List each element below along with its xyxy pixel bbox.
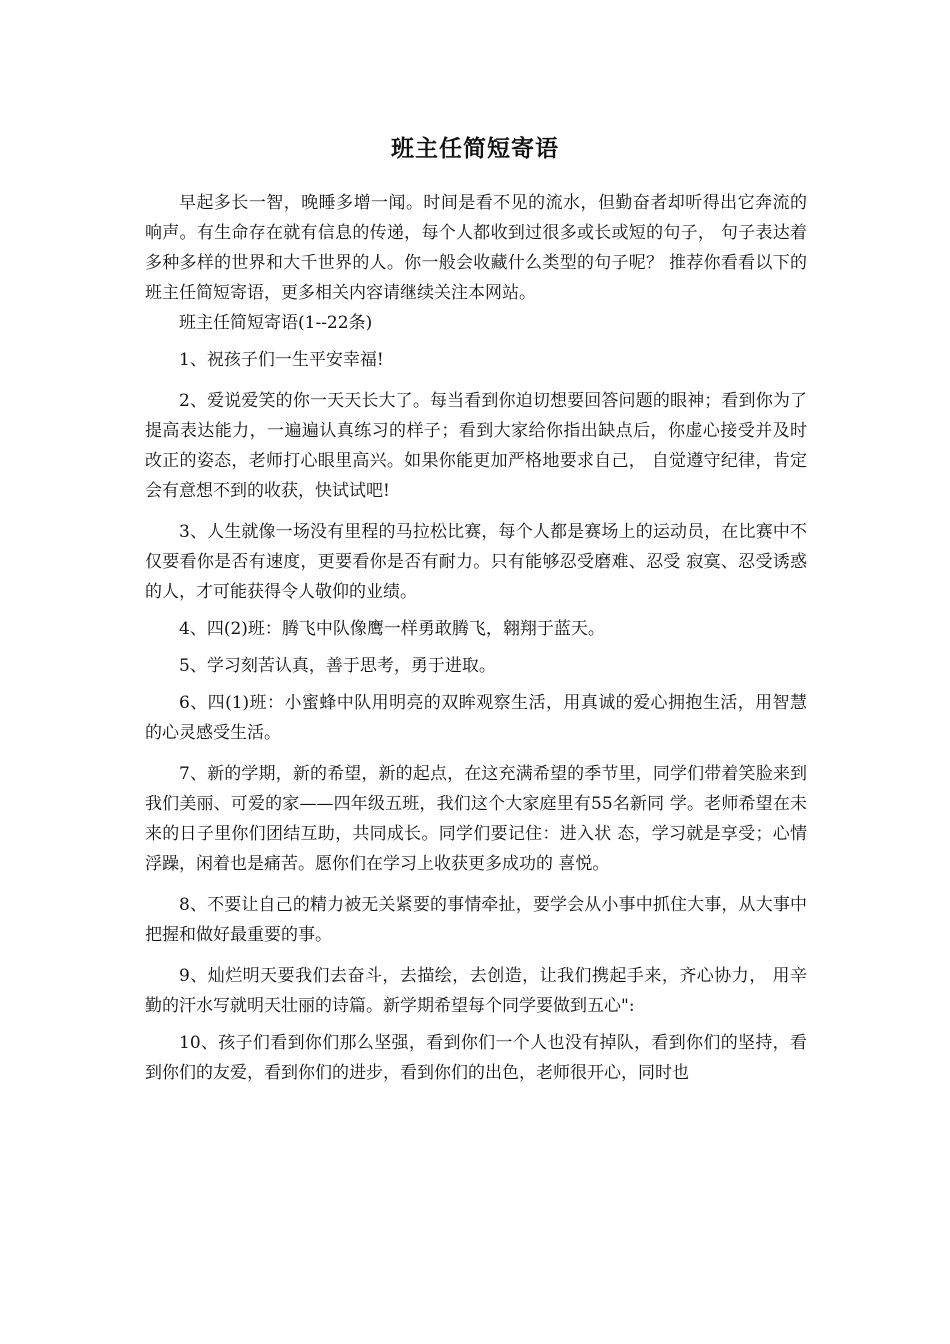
list-item: 10、孩子们看到你们那么坚强，看到你们一个人也没有掉队，看到你们的坚持，看到你们的友爱，看到你们的进步，看到你们的出色，老师很开心，同时也 <box>145 1033 807 1083</box>
list-item: 2、爱说爱笑的你一天天长大了。每当看到你迫切想要回答问题的眼神；看到你为了提高表达能力，一遍遍认真练习的样子；看到大家给你指出缺点后，你虚心接受并及时改正的姿态，老师打心眼里高兴。如果你能更加严格地要求自己， 自觉遵守纪律，肯定会有意想不到的收获，快试试吧! <box>145 391 807 501</box>
list-item: 4、四(2)班：腾飞中队像鹰一样勇敢腾飞，翱翔于蓝天。 <box>179 619 605 639</box>
list-item: 3、人生就像一场没有里程的马拉松比赛，每个人都是赛场上的运动员，在比赛中不仅要看你是否有速度，更要看你是否有耐力。只有能够忍受磨难、忍受 寂寞、忍受诱惑的人，才可能获得令人敬仰的业绩。 <box>145 522 807 602</box>
list-item: 6、四(1)班：小蜜蜂中队用明亮的双眸观察生活，用真诚的爱心拥抱生活，用智慧的心灵感受生活。 <box>145 693 807 743</box>
list-item: 1、祝孩子们一生平安幸福! <box>179 350 384 370</box>
section-heading: 班主任简短寄语(1--22条) <box>179 313 373 333</box>
list-item: 7、新的学期，新的希望，新的起点，在这充满希望的季节里，同学们带着笑脸来到我们美丽、可爱的家——四年级五班，我们这个大家庭里有55名新同 学。老师希望在未来的日子里你们团结互助，共同成长。同学们要记住：进入状 态，学习就是享受；心情浮躁，闲着也是痛苦。愿你们在学习上收获更多成功的 喜悦。 <box>145 764 807 874</box>
list-item: 9、灿烂明天要我们去奋斗，去描绘，去创造，让我们携起手来，齐心协力， 用辛勤的汗水写就明天壮丽的诗篇。新学期希望每个同学要做到五心": <box>145 966 807 1016</box>
page-title: 班主任简短寄语 <box>391 135 559 162</box>
list-item: 8、不要让自己的精力被无关紧要的事情牵扯，要学会从小事中抓住大事，从大事中把握和做好最重要的事。 <box>145 895 807 945</box>
list-item: 5、学习刻苦认真，善于思考，勇于进取。 <box>179 656 496 676</box>
document-body <box>145 188 807 1088</box>
intro-paragraph: 早起多长一智，晚睡多增一闻。时间是看不见的流水，但勤奋者却听得出它奔流的响声。有生命存在就有信息的传递，每个人都收到过很多或长或短的句子， 句子表达着多种多样的世界和大千世界的人。你一般会收藏什么类型的句子呢？ 推荐你看看以下的班主任简短寄语，更多相关内容请继续关注本网站。 <box>145 193 807 303</box>
